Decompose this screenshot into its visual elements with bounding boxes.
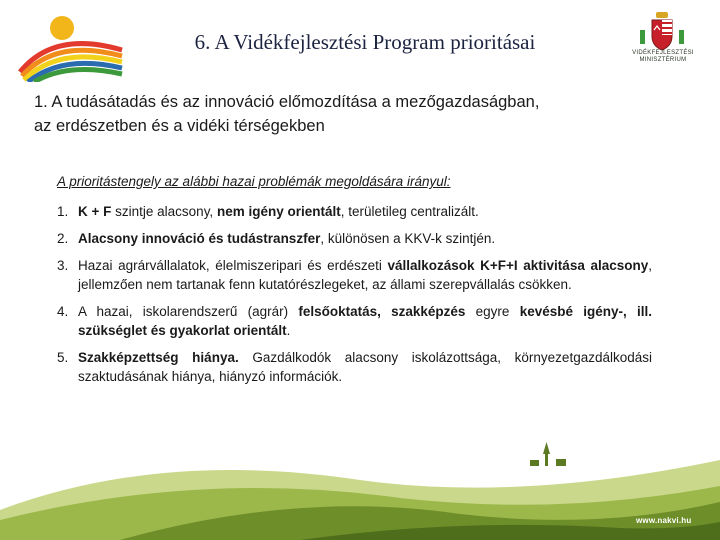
list-item-emphasis: vállalkozások K+F+I aktivitása alacsony	[387, 258, 649, 273]
section-heading-line-1: 1. A tudásátadás és az innováció előmozdítása a mezőgazdaságban,	[34, 93, 540, 111]
list-item-text: egyre	[465, 304, 520, 319]
section-heading	[34, 90, 674, 138]
list-item	[57, 256, 652, 294]
list-item	[57, 202, 652, 221]
list-item-number: 5.	[57, 350, 69, 365]
list-item-text: Gazdálkodók alacsony iskolázottsága, környezetgazdálkodási szaktudásának hiánya, hiányzó információk.	[78, 350, 652, 384]
ministry-logo-text: VIDÉKFEJLESZTÉSI MINISZTÉRIUM	[632, 50, 694, 63]
ministry-crest-icon	[630, 10, 694, 74]
list-item-emphasis: K + F	[78, 204, 112, 219]
list-item-emphasis: Szakképzettség hiánya.	[78, 350, 239, 365]
problem-list	[57, 202, 652, 394]
list-item-number: 3.	[57, 258, 69, 273]
list-item-number: 1.	[57, 204, 69, 219]
landscape-decoration	[0, 430, 720, 540]
list-item	[57, 302, 652, 340]
list-item-text: , jellemzően nem tartanak fenn kutatórészlegeket, az állami szerepvállalás csökken.	[78, 258, 652, 292]
list-item	[57, 348, 652, 386]
list-item-emphasis: Alacsony innováció és tudástranszfer	[78, 231, 321, 246]
list-item-emphasis: nem igény orientált	[216, 204, 341, 219]
list-item-text: .	[286, 323, 291, 338]
list-item-emphasis: felsőoktatás, szakképzés	[298, 304, 466, 319]
list-item	[57, 229, 652, 248]
list-item-text: , területileg centralizált.	[340, 204, 479, 219]
slide-title: 6. A Vidékfejlesztési Program prioritásai	[194, 30, 536, 54]
intro-text: A prioritástengely az alábbi hazai problémák megoldására irányul:	[57, 174, 451, 189]
list-item-text: A hazai, iskolarendszerű (agrár)	[78, 304, 299, 319]
list-item-text: , különösen a KKV-k szintjén.	[320, 231, 496, 246]
program-rainbow-logo	[14, 10, 126, 82]
footer-url: www.nakvi.hu	[636, 516, 692, 525]
list-item-text: Hazai agrárvállalatok, élelmiszeripari és erdészeti	[78, 258, 388, 273]
list-item-emphasis: kevésbé igény-, ill. szükséglet és gyakorlat orientált	[78, 304, 652, 338]
list-item-text: szintje alacsony,	[111, 204, 217, 219]
section-heading-line-2: az erdészetben és a vidéki térségekben	[34, 117, 325, 135]
list-item-number: 4.	[57, 304, 69, 319]
list-item-number: 2.	[57, 231, 69, 246]
